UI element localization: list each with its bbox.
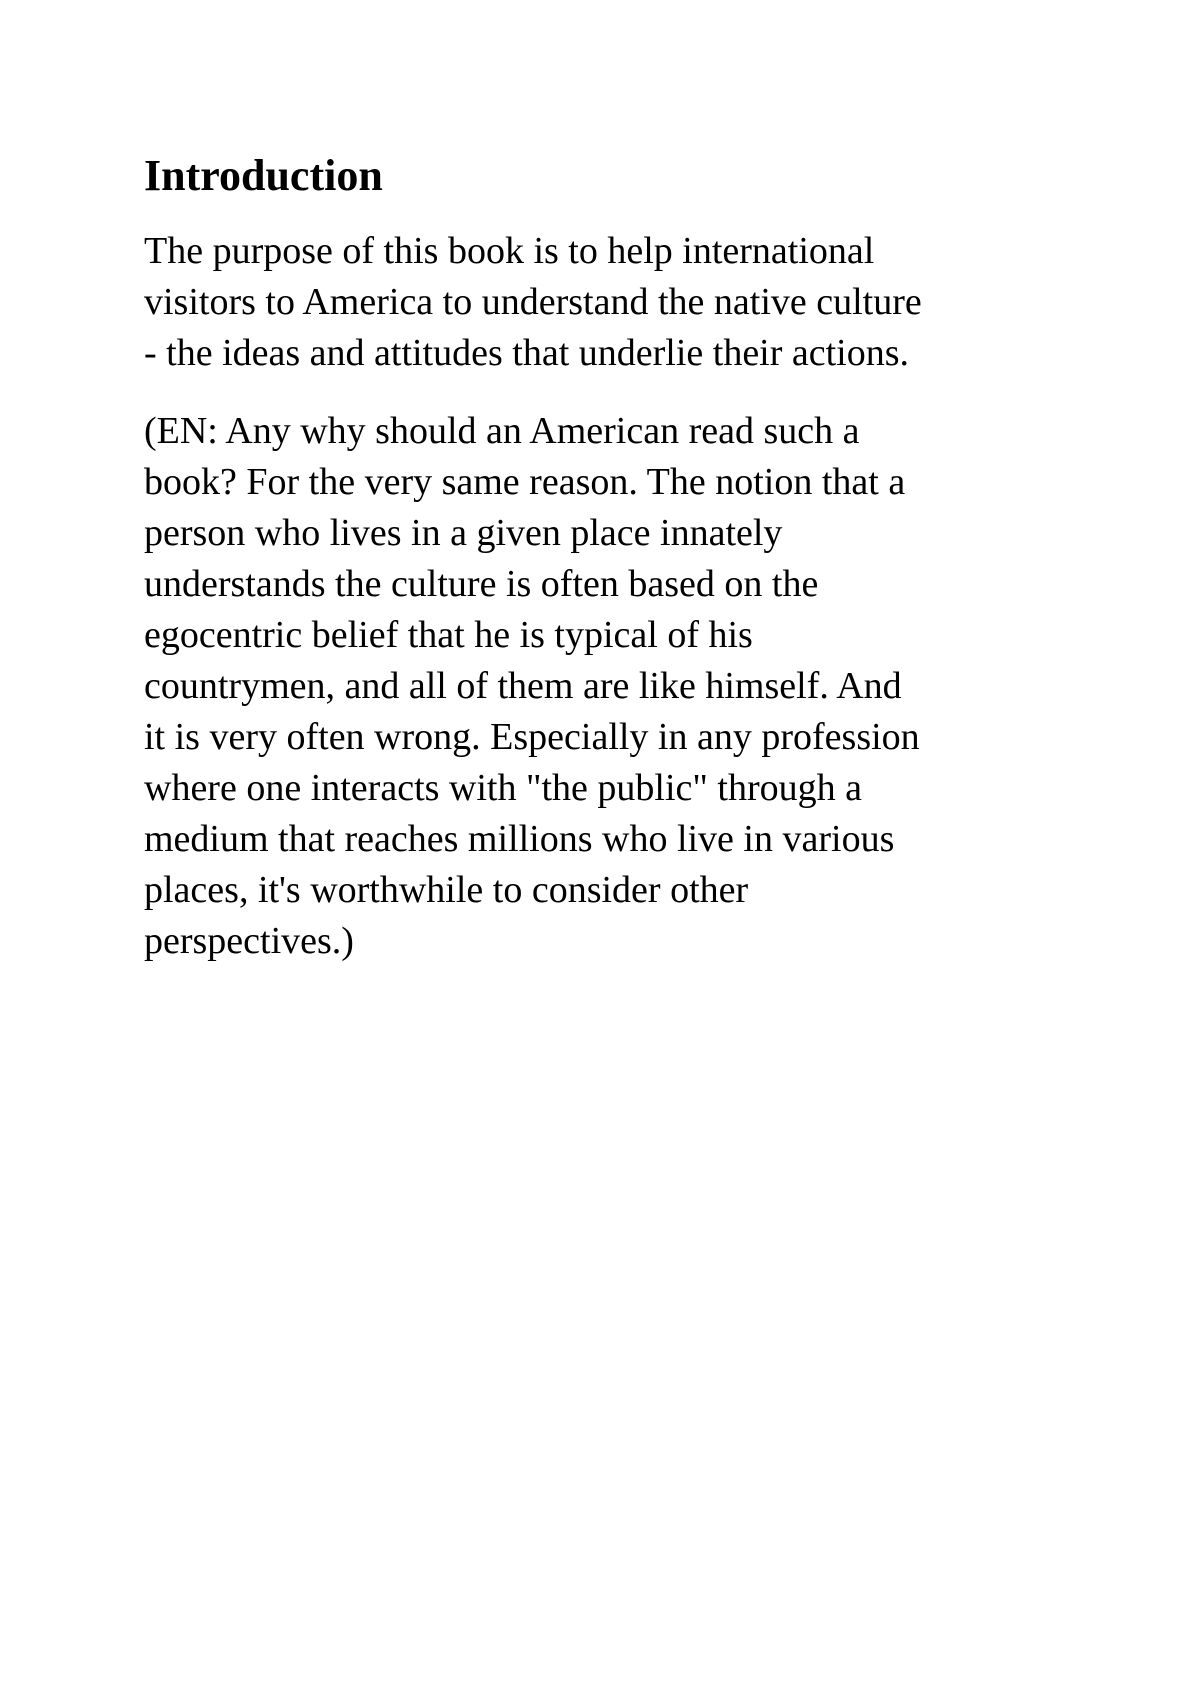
paragraph-line: it is very often wrong. Especially in any profession <box>144 716 920 758</box>
paragraph-line: book? For the very same reason. The notion that a <box>144 461 906 503</box>
paragraph-line: visitors to America to understand the native culture <box>144 281 922 323</box>
document-page <box>144 148 1074 994</box>
paragraph-line: perspectives.) <box>144 920 354 962</box>
paragraph-line: places, it's worthwhile to consider other <box>144 869 749 911</box>
intro-paragraph <box>144 226 1074 379</box>
paragraph-line: person who lives in a given place innately <box>144 512 783 554</box>
paragraph-line: - the ideas and attitudes that underlie their actions. <box>144 332 910 374</box>
paragraph-line: medium that reaches millions who live in various <box>144 818 895 860</box>
editor-note-paragraph <box>144 406 1074 967</box>
page-title: Introduction <box>144 151 383 200</box>
paragraph-line: The purpose of this book is to help international <box>144 230 875 272</box>
paragraph-line: (EN: Any why should an American read such a <box>144 410 860 452</box>
paragraph-line: egocentric belief that he is typical of his <box>144 614 753 656</box>
paragraph-line: understands the culture is often based on the <box>144 563 819 605</box>
paragraph-line: where one interacts with "the public" through a <box>144 767 862 809</box>
paragraph-line: countrymen, and all of them are like himself. And <box>144 665 902 707</box>
